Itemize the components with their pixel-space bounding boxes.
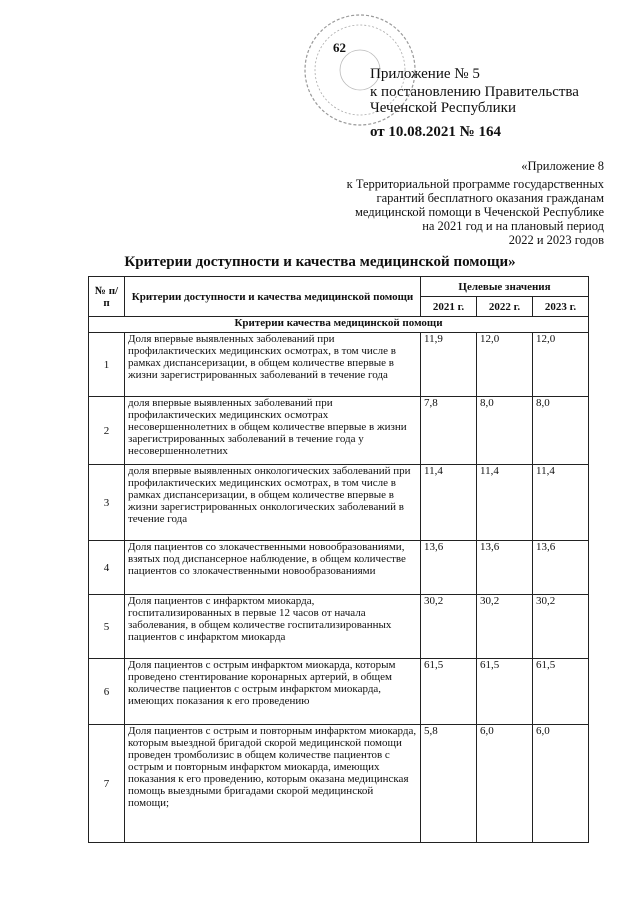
table-row [89,333,589,397]
row-value-2021: 30,2 [421,595,477,659]
row-value-2023: 11,4 [533,465,589,541]
row-value-2022: 61,5 [477,659,533,725]
row-value-2023: 30,2 [533,595,589,659]
col-header-targets: Целевые значения [421,277,589,297]
table-row [89,725,589,843]
row-number: 2 [89,397,125,465]
criteria-table [88,276,589,843]
row-value-2023: 12,0 [533,333,589,397]
row-value-2022: 11,4 [477,465,533,541]
appendix-8-line: гарантий бесплатного оказания гражданам [376,191,604,205]
year-header: 2022 г. [477,297,533,317]
table-row [89,659,589,725]
appendix-5-line2: к постановлению Правительства [370,84,579,100]
col-header-num: № п/п [89,277,125,317]
row-criterion: Доля впервые выявленных заболеваний при профилактических медицинских осмотрах, в том числе в рамках диспансеризации, в общем количестве впервые в жизни зарегистрированных заболеваний в течение года [125,333,421,397]
row-value-2022: 6,0 [477,725,533,843]
row-value-2021: 11,4 [421,465,477,541]
page-number: 62 [333,40,346,55]
appendix-8-line: 2022 и 2023 годов [508,233,604,247]
table-row [89,541,589,595]
year-header: 2021 г. [421,297,477,317]
row-value-2022: 8,0 [477,397,533,465]
appendix-5-line3: Чеченской Республики [370,100,516,116]
row-value-2022: 12,0 [477,333,533,397]
col-header-criteria: Критерии доступности и качества медицинской помощи [125,277,421,317]
row-number: 4 [89,541,125,595]
row-value-2023: 13,6 [533,541,589,595]
table-row [89,595,589,659]
row-value-2021: 11,9 [421,333,477,397]
year-header: 2023 г. [533,297,589,317]
row-value-2021: 13,6 [421,541,477,595]
row-criterion: Доля пациентов с острым и повторным инфарктом миокарда, которым выездной бригадой скорой медицинской помощи проведен тромболизис в общем количестве пациентов с острым и повторным инфарктом миокарда, имеющих показания к его проведению, которым оказана медицинская помощь выездными бригадами скорой медицинской помощи; [125,725,421,843]
row-criterion: Доля пациентов со злокачественными новообразованиями, взятых под диспансерное наблюдение, в общем количестве пациентов со злокачественными новообразованиями [125,541,421,595]
appendix-5-title: Приложение № 5 [370,66,480,82]
row-criterion: доля впервые выявленных заболеваний при профилактических медицинских осмотрах несовершеннолетних в общем количестве впервые в жизни зарегистрированных заболеваний в течение года у несовершеннолетних [125,397,421,465]
row-value-2021: 61,5 [421,659,477,725]
row-value-2023: 8,0 [533,397,589,465]
row-number: 5 [89,595,125,659]
appendix-5-decree: от 10.08.2021 № 164 [370,124,501,140]
section-title: Критерии качества медицинской помощи [89,317,589,333]
row-criterion: Доля пациентов с острым инфарктом миокарда, которым проведено стентирование коронарных артерий, в общем количестве пациентов с острым инфарктом миокарда, имеющих показания к его проведению [125,659,421,725]
row-value-2022: 30,2 [477,595,533,659]
appendix-8-line: к Территориальной программе государственных [346,177,604,191]
row-criterion: Доля пациентов с инфарктом миокарда, госпитализированных в первые 12 часов от начала заболевания, в общем количестве госпитализированных пациентов с инфарктом миокарда [125,595,421,659]
row-value-2022: 13,6 [477,541,533,595]
appendix-8-line: «Приложение 8 [521,159,604,173]
row-number: 6 [89,659,125,725]
row-value-2021: 7,8 [421,397,477,465]
row-number: 1 [89,333,125,397]
document-title: Критерии доступности и качества медицинской помощи» [124,254,516,270]
row-value-2023: 6,0 [533,725,589,843]
row-value-2021: 5,8 [421,725,477,843]
appendix-8-line: медицинской помощи в Чеченской Республике [355,205,604,219]
row-number: 3 [89,465,125,541]
table-row [89,465,589,541]
table-row [89,397,589,465]
row-number: 7 [89,725,125,843]
appendix-8-line: на 2021 год и на плановый период [422,219,604,233]
row-criterion: доля впервые выявленных онкологических заболеваний при профилактических медицинских осмотрах, в том числе в рамках диспансеризации, в общем количестве впервые в жизни зарегистрированных онкологических заболеваний в течение года [125,465,421,541]
row-value-2023: 61,5 [533,659,589,725]
